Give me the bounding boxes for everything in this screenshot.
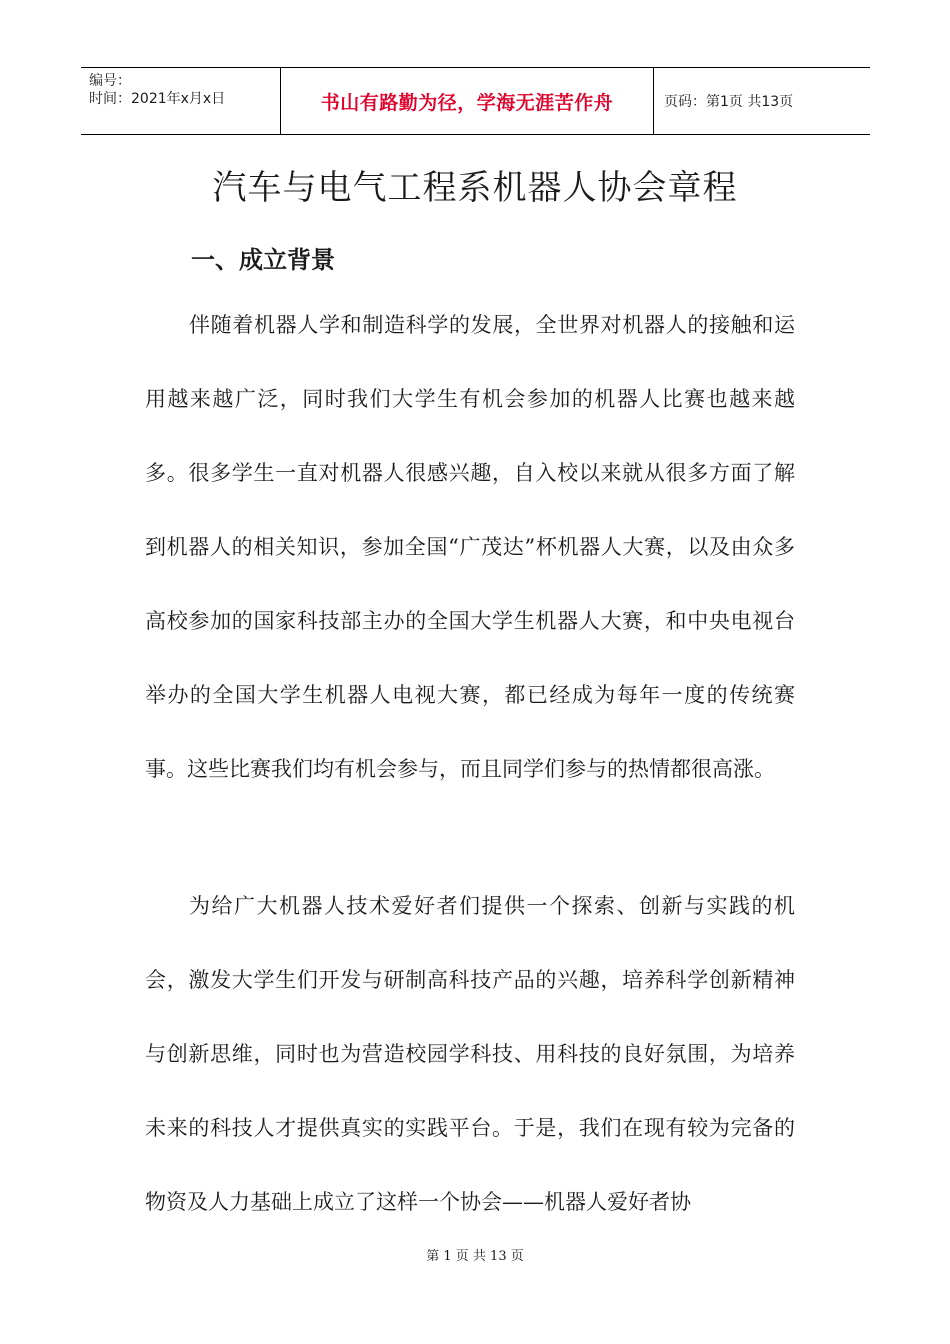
number-label: 编号：: [89, 73, 131, 89]
document-title: 汽车与电气工程系机器人协会章程: [212, 168, 738, 208]
paragraph: 为给广大机器人技术爱好者们提供一个探索、创新与实践的机会，激发大学生们开发与研制高科技产品的兴趣，培养科学创新精神与创新思维，同时也为营造校园学科技、用科技的良好氛围，为培养未来的科技人才提供真实的实践平台。于是，我们在现有较为完备的物资及人力基础上成立了这样一个协会——机器人爱好者协: [145, 894, 795, 1214]
header-meta-cell: [81, 68, 281, 134]
motto-text: 书山有路勤为径，学海无涯苦作舟: [320, 91, 614, 114]
paragraph: 伴随着机器人学和制造科学的发展，全世界对机器人的接触和运用越来越广泛，同时我们大学生有机会参加的机器人比赛也越来越多。很多学生一直对机器人很感兴趣，自入校以来就从很多方面了解到机器人的相关知识，参加全国“广茂达”杯机器人大赛，以及由众多高校参加的国家科技部主办的全国大学生机器人大赛，和中央电视台举办的全国大学生机器人电视大赛，都已经成为每年一度的传统赛事。这些比赛我们均有机会参与，而且同学们参与的热情都很高涨。: [145, 313, 795, 781]
page-header: [81, 67, 870, 135]
header-page-cell: [654, 68, 870, 134]
time-label: 时间：2021年x月x日: [89, 91, 226, 107]
page-footer: 第 1 页 共 13 页: [426, 1249, 524, 1264]
header-motto-cell: [281, 68, 654, 134]
section-heading: 一、成立背景: [191, 246, 335, 274]
page-info: 页码：第1页 共13页: [664, 94, 794, 110]
